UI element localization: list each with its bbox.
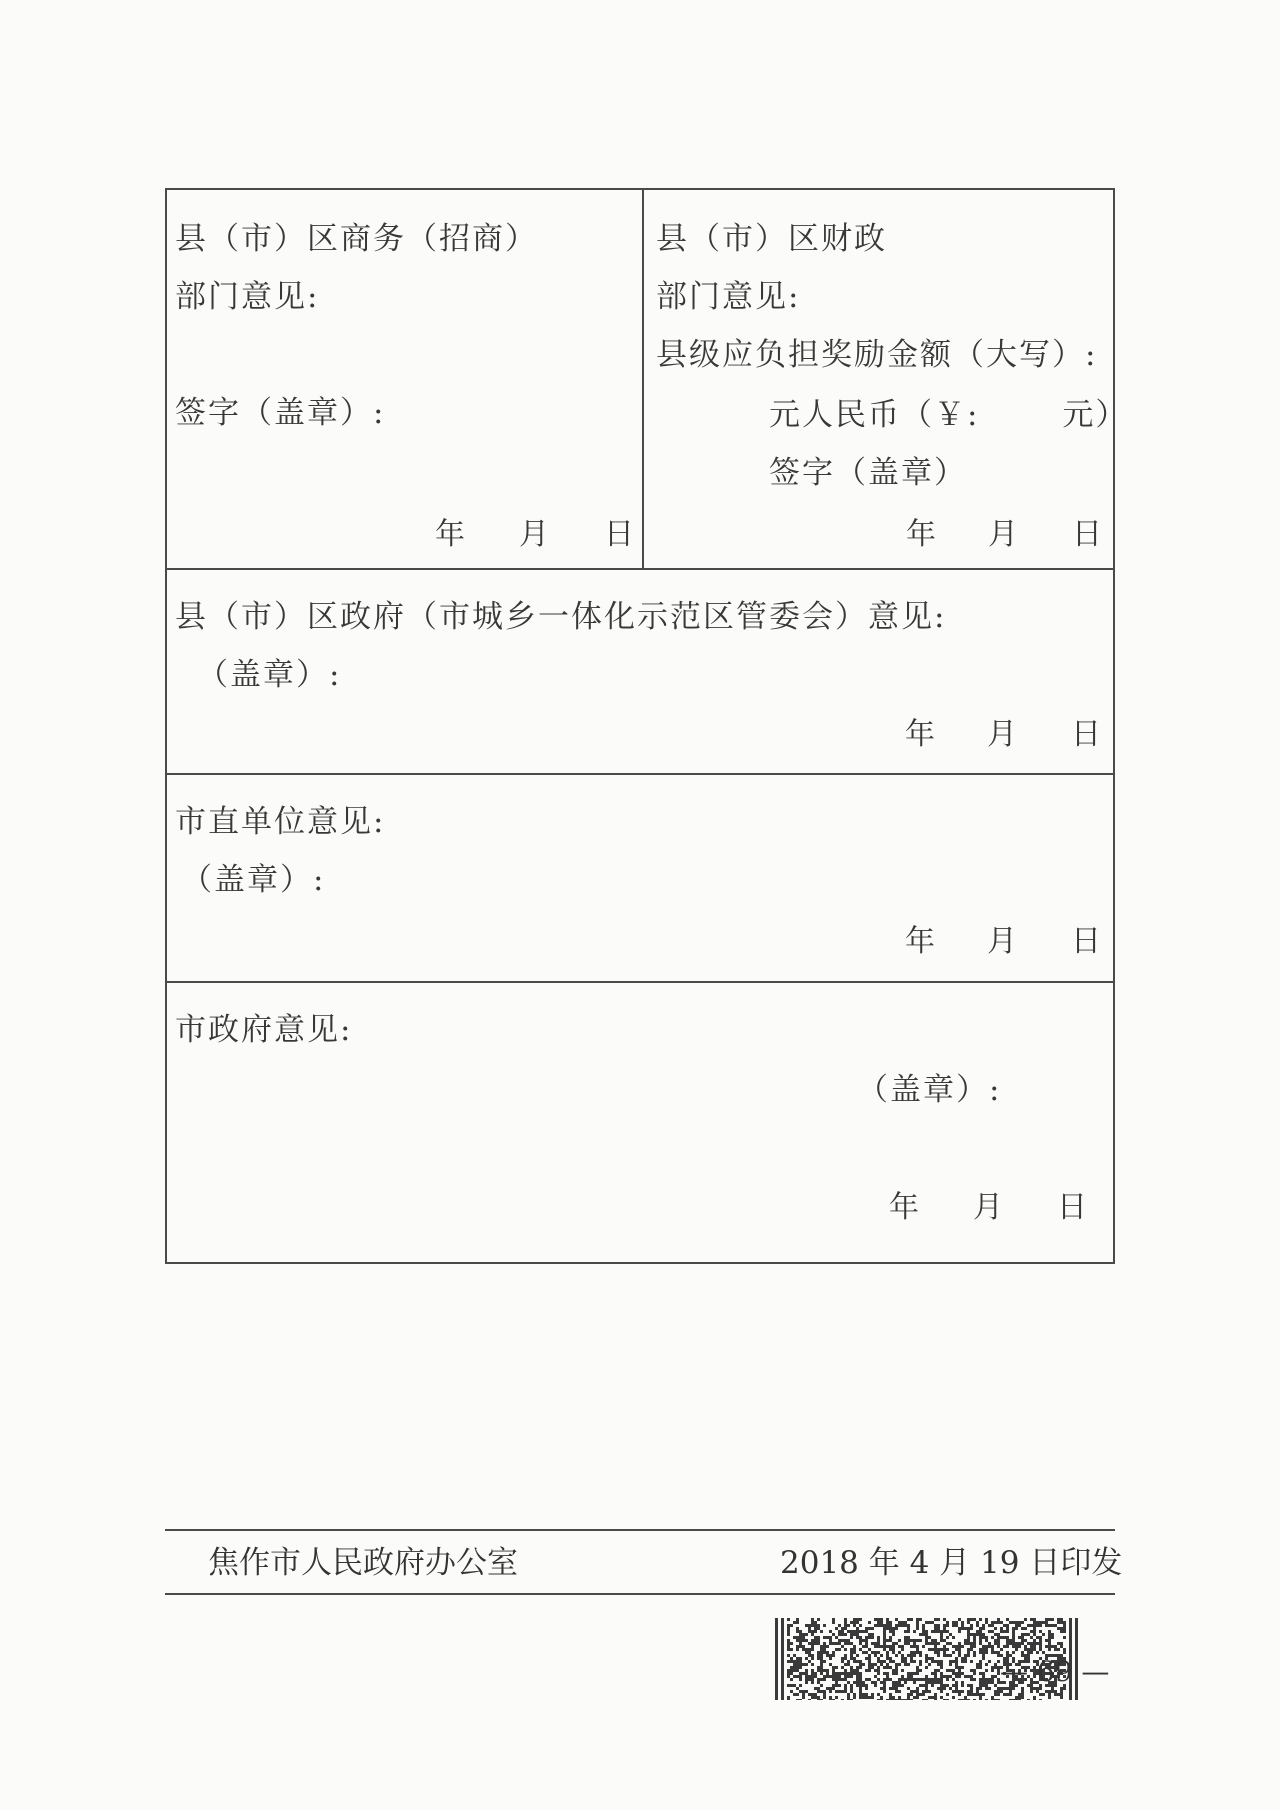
city-gov-seal-label: （盖章）: bbox=[857, 1072, 1002, 1108]
finance-date-month: 月 bbox=[988, 517, 1018, 552]
approval-form-table bbox=[165, 188, 1129, 1264]
finance-dept-cell bbox=[644, 190, 1129, 568]
city-unit-seal-label: （盖章）: bbox=[181, 862, 326, 898]
city-gov-date-day: 日 bbox=[1057, 1190, 1087, 1225]
finance-sign-label: 签字（盖章） bbox=[769, 455, 967, 491]
city-unit-date-year: 年 bbox=[905, 924, 935, 959]
department-opinions-row bbox=[167, 190, 1129, 570]
finance-opinion-label: 部门意见: bbox=[656, 279, 801, 315]
county-gov-date-day: 日 bbox=[1071, 717, 1101, 752]
page-number: — 69 — bbox=[1000, 1655, 1110, 1688]
city-gov-row bbox=[167, 983, 1113, 1262]
county-gov-seal-label: （盖章）: bbox=[197, 657, 342, 693]
commerce-date-day: 日 bbox=[604, 517, 634, 552]
footer-top-rule bbox=[165, 1529, 1115, 1531]
county-gov-date-month: 月 bbox=[987, 717, 1017, 752]
city-unit-title: 市直单位意见: bbox=[175, 804, 386, 840]
finance-amount-label: 县级应负担奖励金额（大写）: bbox=[656, 337, 1098, 373]
finance-amount-unit: 元人民币（￥: 元） bbox=[769, 397, 1129, 433]
finance-date-year: 年 bbox=[906, 517, 936, 552]
commerce-date-year: 年 bbox=[435, 517, 465, 552]
finance-date-day: 日 bbox=[1072, 517, 1102, 552]
finance-dept-title: 县（市）区财政 bbox=[656, 221, 887, 257]
commerce-opinion-label: 部门意见: bbox=[175, 279, 320, 315]
county-gov-title: 县（市）区政府（市城乡一体化示范区管委会）意见: bbox=[175, 599, 947, 635]
county-gov-row bbox=[167, 570, 1113, 775]
footer-bottom-rule bbox=[165, 1593, 1115, 1595]
city-unit-row bbox=[167, 775, 1113, 983]
city-gov-date-month: 月 bbox=[973, 1190, 1003, 1225]
city-unit-date-day: 日 bbox=[1071, 924, 1101, 959]
city-gov-date-year: 年 bbox=[889, 1190, 919, 1225]
county-gov-date-year: 年 bbox=[905, 717, 935, 752]
footer-issuer: 焦作市人民政府办公室 bbox=[208, 1545, 518, 1581]
commerce-dept-title: 县（市）区商务（招商） bbox=[175, 221, 538, 257]
city-gov-title: 市政府意见: bbox=[175, 1012, 353, 1048]
city-unit-date-month: 月 bbox=[987, 924, 1017, 959]
commerce-date-month: 月 bbox=[519, 517, 549, 552]
commerce-sign-label: 签字（盖章）: bbox=[175, 395, 386, 431]
footer-issue-date: 2018 年 4 月 19 日印发 bbox=[780, 1545, 1123, 1581]
commerce-dept-cell bbox=[167, 190, 644, 568]
